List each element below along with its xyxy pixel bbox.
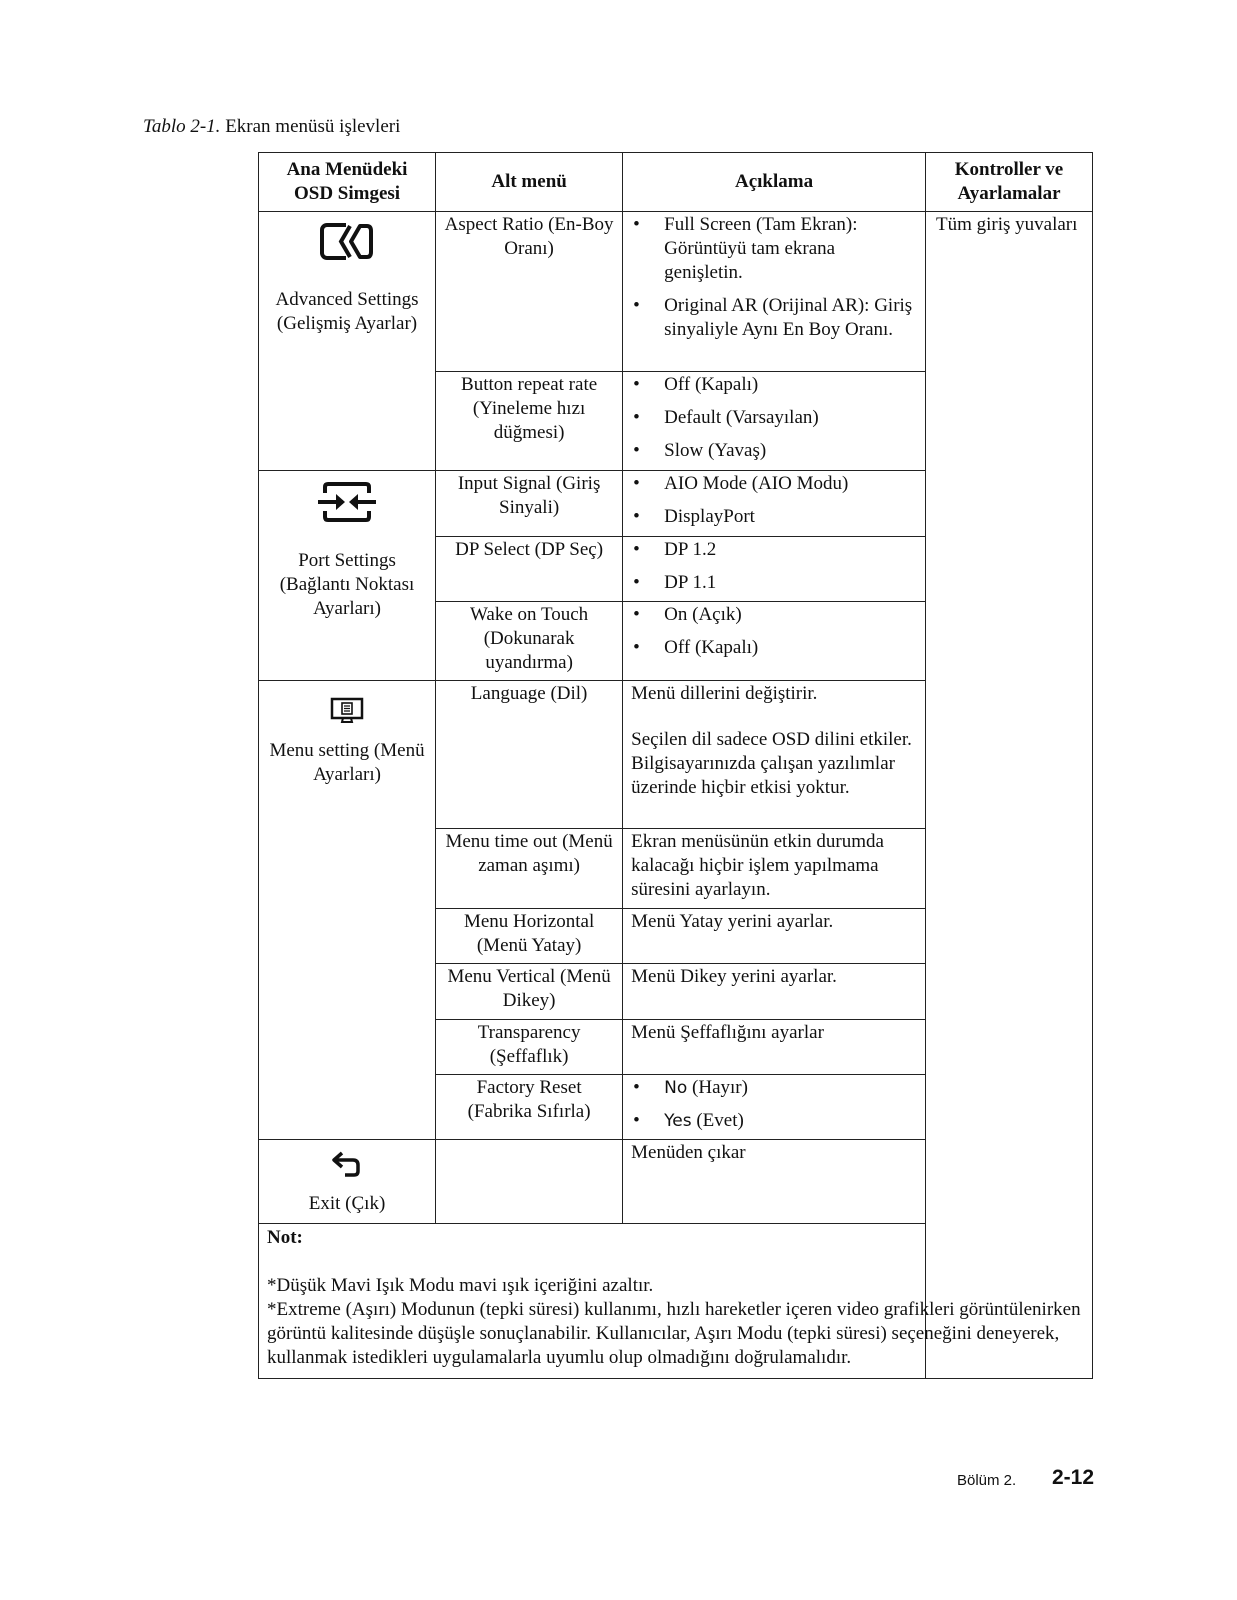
- page-number: 2-12: [1052, 1466, 1095, 1489]
- note-heading: Not:: [267, 1227, 303, 1248]
- time-out-sub: Menu time out (Menü zaman aşımı): [436, 829, 623, 909]
- list-item: • DisplayPort: [631, 505, 917, 529]
- advanced-settings-cell: [259, 212, 436, 471]
- advanced-settings-label: Advanced Settings (Gelişmiş Ayarlar): [275, 289, 419, 334]
- advanced-settings-icon: [320, 222, 374, 262]
- exit-cell: [259, 1140, 436, 1224]
- note-line-2: *Extreme (Aşırı) Modunun (tepki süresi) kullanımı, hızlı hareketler içeren video grafikleri görüntülenirken görüntü kalitesinde düşüşle sonuçlanabilir. Kullanıcılar, Aşırı Modu (tepki süresi) seçeneğini deneyerek, kullanmak istedikleri uygulamalarla uyumlu olup olmadığını doğrulamalıdır.: [267, 1299, 1081, 1368]
- list-item: • DP 1.1: [631, 571, 917, 595]
- note-cell: [259, 1224, 1093, 1379]
- note-row: [259, 1224, 1093, 1379]
- language-desc-2: Seçilen dil sadece OSD dilini etkiler. Bilgisayarınızda çalışan yazılımlar üzerinde hiçbir etkisi yoktur.: [631, 729, 912, 798]
- dp-select-desc: [623, 537, 926, 602]
- language-desc-1: Menü dillerini değiştirir.: [631, 683, 818, 704]
- list-item: • AIO Mode (AIO Modu): [631, 472, 917, 505]
- input-signal-sub: Input Signal (Giriş Sinyali): [436, 471, 623, 537]
- osd-functions-table: [258, 152, 1093, 1379]
- factory-reset-desc: [623, 1075, 926, 1140]
- list-item: • Slow (Yavaş): [631, 439, 917, 463]
- list-item: [631, 1076, 917, 1109]
- table-row: [259, 212, 1093, 372]
- port-settings-label: Port Settings (Bağlantı Noktası Ayarları): [279, 550, 415, 619]
- button-repeat-desc: [623, 372, 926, 471]
- exit-desc: Menüden çıkar: [623, 1140, 926, 1224]
- vertical-sub: Menu Vertical (Menü Dikey): [436, 964, 623, 1020]
- dp-select-sub: DP Select (DP Seç): [436, 537, 623, 602]
- header-sub-menu: Alt menü: [436, 153, 623, 212]
- header-controls: Kontroller ve Ayarlamalar: [925, 153, 1092, 212]
- yes-option: Yes: [664, 1111, 692, 1131]
- button-repeat-sub: Button repeat rate (Yineleme hızı düğmesi): [436, 372, 623, 471]
- yes-option-label: (Evet): [691, 1110, 744, 1131]
- port-settings-icon: [317, 481, 377, 523]
- transparency-sub: Transparency (Şeffaflık): [436, 1020, 623, 1075]
- transparency-desc: Menü Şeffaflığını ayarlar: [623, 1020, 926, 1075]
- list-item: • Original AR (Orijinal AR): Giriş sinyaliyle Aynı En Boy Oranı.: [631, 294, 917, 342]
- list-item: • On (Açık): [631, 603, 917, 636]
- aspect-ratio-sub: Aspect Ratio (En-Boy Oranı): [436, 212, 623, 372]
- list-item: • Off (Kapalı): [631, 636, 917, 660]
- horizontal-sub: Menu Horizontal (Menü Yatay): [436, 909, 623, 964]
- list-item: [631, 1109, 917, 1133]
- controls-cell: Tüm giriş yuvaları: [925, 212, 1092, 1379]
- header-main-menu: Ana Menüdeki OSD Simgesi: [259, 153, 436, 212]
- menu-setting-label: Menu setting (Menü Ayarları): [269, 740, 425, 785]
- menu-setting-cell: [259, 681, 436, 1140]
- exit-icon: [331, 1150, 363, 1178]
- list-item: • Default (Varsayılan): [631, 406, 917, 439]
- wake-touch-sub: Wake on Touch (Dokunarak uyandırma): [436, 602, 623, 681]
- aspect-ratio-desc: [623, 212, 926, 372]
- chapter-label: Bölüm 2.: [957, 1472, 1017, 1489]
- port-settings-cell: [259, 471, 436, 681]
- exit-sub: [436, 1140, 623, 1224]
- wake-touch-desc: [623, 602, 926, 681]
- caption-text: Ekran menüsü işlevleri: [220, 116, 401, 137]
- no-option-label: (Hayır): [687, 1077, 748, 1098]
- note-line-1: *Düşük Mavi Işık Modu mavi ışık içeriğini azaltır.: [267, 1275, 654, 1296]
- list-item: • Full Screen (Tam Ekran): Görüntüyü tam ekrana genişletin.: [631, 213, 917, 294]
- list-item: • Off (Kapalı): [631, 373, 917, 406]
- list-item: • DP 1.2: [631, 538, 917, 571]
- vertical-desc: Menü Dikey yerini ayarlar.: [623, 964, 926, 1020]
- header-row: [259, 153, 1093, 212]
- caption-label: Tablo 2-1.: [143, 116, 221, 137]
- language-desc: [623, 681, 926, 829]
- header-description: Açıklama: [623, 153, 926, 212]
- input-signal-desc: [623, 471, 926, 537]
- horizontal-desc: Menü Yatay yerini ayarlar.: [623, 909, 926, 964]
- time-out-desc: Ekran menüsünün etkin durumda kalacağı hiçbir işlem yapılmama süresini ayarlayın.: [623, 829, 926, 909]
- language-sub: Language (Dil): [436, 681, 623, 829]
- factory-reset-sub: Factory Reset (Fabrika Sıfırla): [436, 1075, 623, 1140]
- exit-label: Exit (Çık): [308, 1193, 386, 1214]
- no-option: No: [664, 1078, 688, 1098]
- table-caption: [143, 116, 400, 138]
- menu-setting-icon: [330, 697, 364, 725]
